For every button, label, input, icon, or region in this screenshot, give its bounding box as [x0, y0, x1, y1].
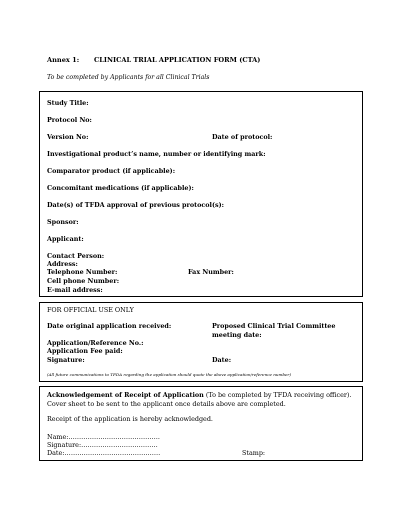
committee-meeting-label-line1: Proposed Clinical Trial Committee	[212, 322, 336, 330]
address-label: Address:	[47, 260, 78, 268]
fax-number-label: Fax Number:	[188, 268, 234, 276]
ack-stamp-label: Stamp:	[242, 449, 266, 457]
sponsor-label: Sponsor:	[47, 218, 79, 226]
acknowledgement-paragraph	[47, 391, 353, 409]
form-title: CLINICAL TRIAL APPLICATION FORM (CTA)	[94, 56, 261, 64]
contact-person-label: Contact Person:	[47, 252, 105, 260]
acknowledgement-instruction: (To be completed by TFDA receiving officer). Cover sheet to be sent to the applicant once details above are completed.	[47, 391, 352, 408]
date-received-label: Date original application received:	[47, 322, 172, 330]
email-address-label: E-mail address:	[47, 286, 103, 294]
form-subtitle: To be completed by Applicants for all Clinical Trials	[47, 74, 210, 81]
ack-date-line: Date:………………………………………	[47, 449, 161, 457]
official-use-heading: FOR OFFICIAL USE ONLY	[47, 306, 134, 314]
study-title-label: Study Title:	[47, 99, 89, 107]
cell-phone-number-label: Cell phone Number:	[47, 277, 120, 285]
ack-name-line: Name:…………………………………….	[47, 433, 160, 441]
official-signature-label: Signature:	[47, 356, 85, 364]
date-of-protocol-label: Date of protocol:	[212, 133, 273, 141]
concomitant-medications-label: Concomitant medications (if applicable):	[47, 184, 194, 192]
official-footnote: (All future communications to TFDA regarding the application should quote the above application/reference number)	[47, 372, 291, 377]
telephone-number-label: Telephone Number:	[47, 268, 118, 276]
investigational-product-label: Investigational product’s name, number or identifying mark:	[47, 150, 266, 158]
receipt-text: Receipt of the application is hereby acknowledged.	[47, 415, 213, 423]
acknowledgement-heading: Acknowledgement of Receipt of Application	[47, 391, 204, 399]
protocol-no-label: Protocol No:	[47, 116, 92, 124]
application-fee-label: Application Fee paid:	[47, 347, 123, 355]
annex-number: Annex 1:	[47, 56, 80, 64]
committee-meeting-label-line2: meeting date:	[212, 331, 262, 339]
applicant-label: Applicant:	[47, 235, 84, 243]
official-date-label: Date:	[212, 356, 232, 364]
ack-signature-line: Signature:………………………………	[47, 441, 158, 449]
application-reference-label: Application/Reference No.:	[47, 339, 144, 347]
tfda-approval-dates-label: Date(s) of TFDA approval of previous protocol(s):	[47, 201, 224, 209]
version-no-label: Version No:	[47, 133, 89, 141]
comparator-product-label: Comparator product (if applicable):	[47, 167, 176, 175]
